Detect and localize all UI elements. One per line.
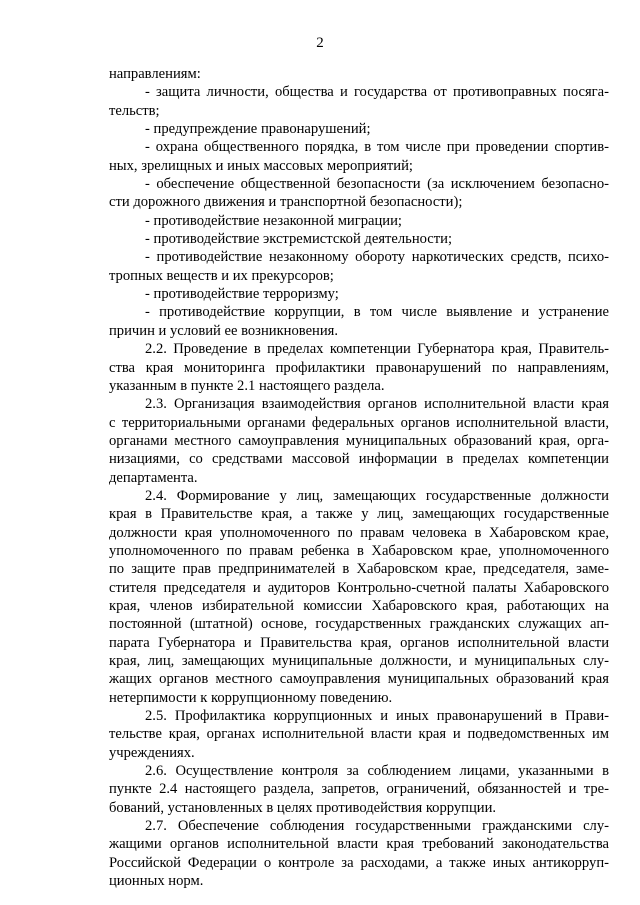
text-line: тельстве края, органах исполнительной власти края и подведомственных им	[109, 726, 609, 743]
text-line: края в Правительстве края, а также у лиц, замещающих государственные	[109, 506, 609, 523]
text-line: - противодействие терроризму;	[145, 286, 339, 303]
text-line: сти дорожного движения и транспортной безопасности);	[109, 194, 463, 211]
text-line: причин и условий ее возникновения.	[109, 322, 339, 339]
text-line: постоянной (штатной) основе, государственных гражданских служащих ап-	[109, 616, 609, 633]
text-line: жащих органов местного самоуправления муниципальных образований края	[109, 671, 609, 688]
text-line: 2.2. Проведение в пределах компетенции Губернатора края, Правитель-	[145, 341, 609, 358]
text-line: жащими органов исполнительной власти края требований законодательства	[109, 836, 609, 853]
text-line: ционных норм.	[109, 873, 204, 890]
text-line: бований, установленных в целях противодействия коррупции.	[109, 799, 497, 816]
text-line: 2.6. Осуществление контроля за соблюдением лицами, указанными в	[145, 763, 609, 780]
text-line: - защита личности, общества и государства от противоправных посяга-	[145, 84, 609, 101]
text-line: - обеспечение общественной безопасности (за исключением безопасно-	[145, 176, 609, 193]
text-line: - противодействие коррупции, в том числе выявление и устранение	[145, 304, 609, 321]
text-line: тельств;	[109, 102, 160, 119]
text-line: ства края мониторинга профилактики правонарушений по направлениям,	[109, 359, 609, 376]
text-line: края, членов избирательной комиссии Хабаровского края, работающих на	[109, 597, 609, 614]
text-line: - противодействие незаконной миграции;	[145, 212, 402, 229]
text-line: ных, зрелищных и иных массовых мероприятий;	[109, 157, 413, 174]
text-line: стителя председателя и аудиторов Контрольно-счетной палаты Хабаровского	[109, 579, 609, 596]
text-line: департамента.	[109, 469, 198, 486]
text-line: с территориальными органами федеральных органов исполнительной власти,	[109, 414, 609, 431]
text-line: органами местного самоуправления муниципальных образований края, орга-	[109, 432, 609, 449]
text-line: - предупреждение правонарушений;	[145, 121, 371, 138]
text-line: 2.7. Обеспечение соблюдения государственными гражданскими слу-	[145, 818, 609, 835]
text-line: нетерпимости к коррупционному поведению.	[109, 689, 393, 706]
text-line: - противодействие экстремистской деятельности;	[145, 231, 453, 248]
text-line: 2.5. Профилактика коррупционных и иных правонарушений в Прави-	[145, 708, 609, 725]
text-line: 2.4. Формирование у лиц, замещающих государственные должности	[145, 487, 609, 504]
text-line: пункте 2.4 настоящего раздела, запретов, ограничений, обязанностей и тре-	[109, 781, 609, 798]
text-line: Российской Федерации о контроле за расходами, а также иных антикорруп-	[109, 854, 609, 871]
text-line: низациями, со средствами массовой информации в пределах компетенции	[109, 451, 609, 468]
text-line: края, лиц, замещающих муниципальные должности, и муниципальных слу-	[109, 653, 609, 669]
text-line: тропных веществ и их прекурсоров;	[109, 267, 334, 284]
text-line: указанным в пункте 2.1 настоящего раздела.	[109, 377, 385, 394]
text-line: 2.3. Организация взаимодействия органов исполнительной власти края	[145, 396, 609, 413]
text-line: - противодействие незаконному обороту наркотических средств, психо-	[145, 249, 609, 266]
text-line: направлениям:	[109, 66, 201, 82]
text-line: - охрана общественного порядка, в том числе при проведении спортив-	[145, 139, 609, 156]
page-number: 2	[316, 35, 324, 51]
document-body	[109, 65, 609, 890]
text-line: парата Губернатора и Правительства края, органов исполнительной власти	[109, 634, 609, 651]
text-line: уполномоченного по правам ребенка в Хабаровском крае, уполномоченного	[109, 542, 609, 559]
text-line: по защите прав предпринимателей в Хабаровском крае, председателя, заме-	[109, 561, 609, 578]
text-line: должности края уполномоченного по правам человека в Хабаровском крае,	[109, 524, 609, 541]
text-line: учреждениях.	[109, 744, 195, 761]
